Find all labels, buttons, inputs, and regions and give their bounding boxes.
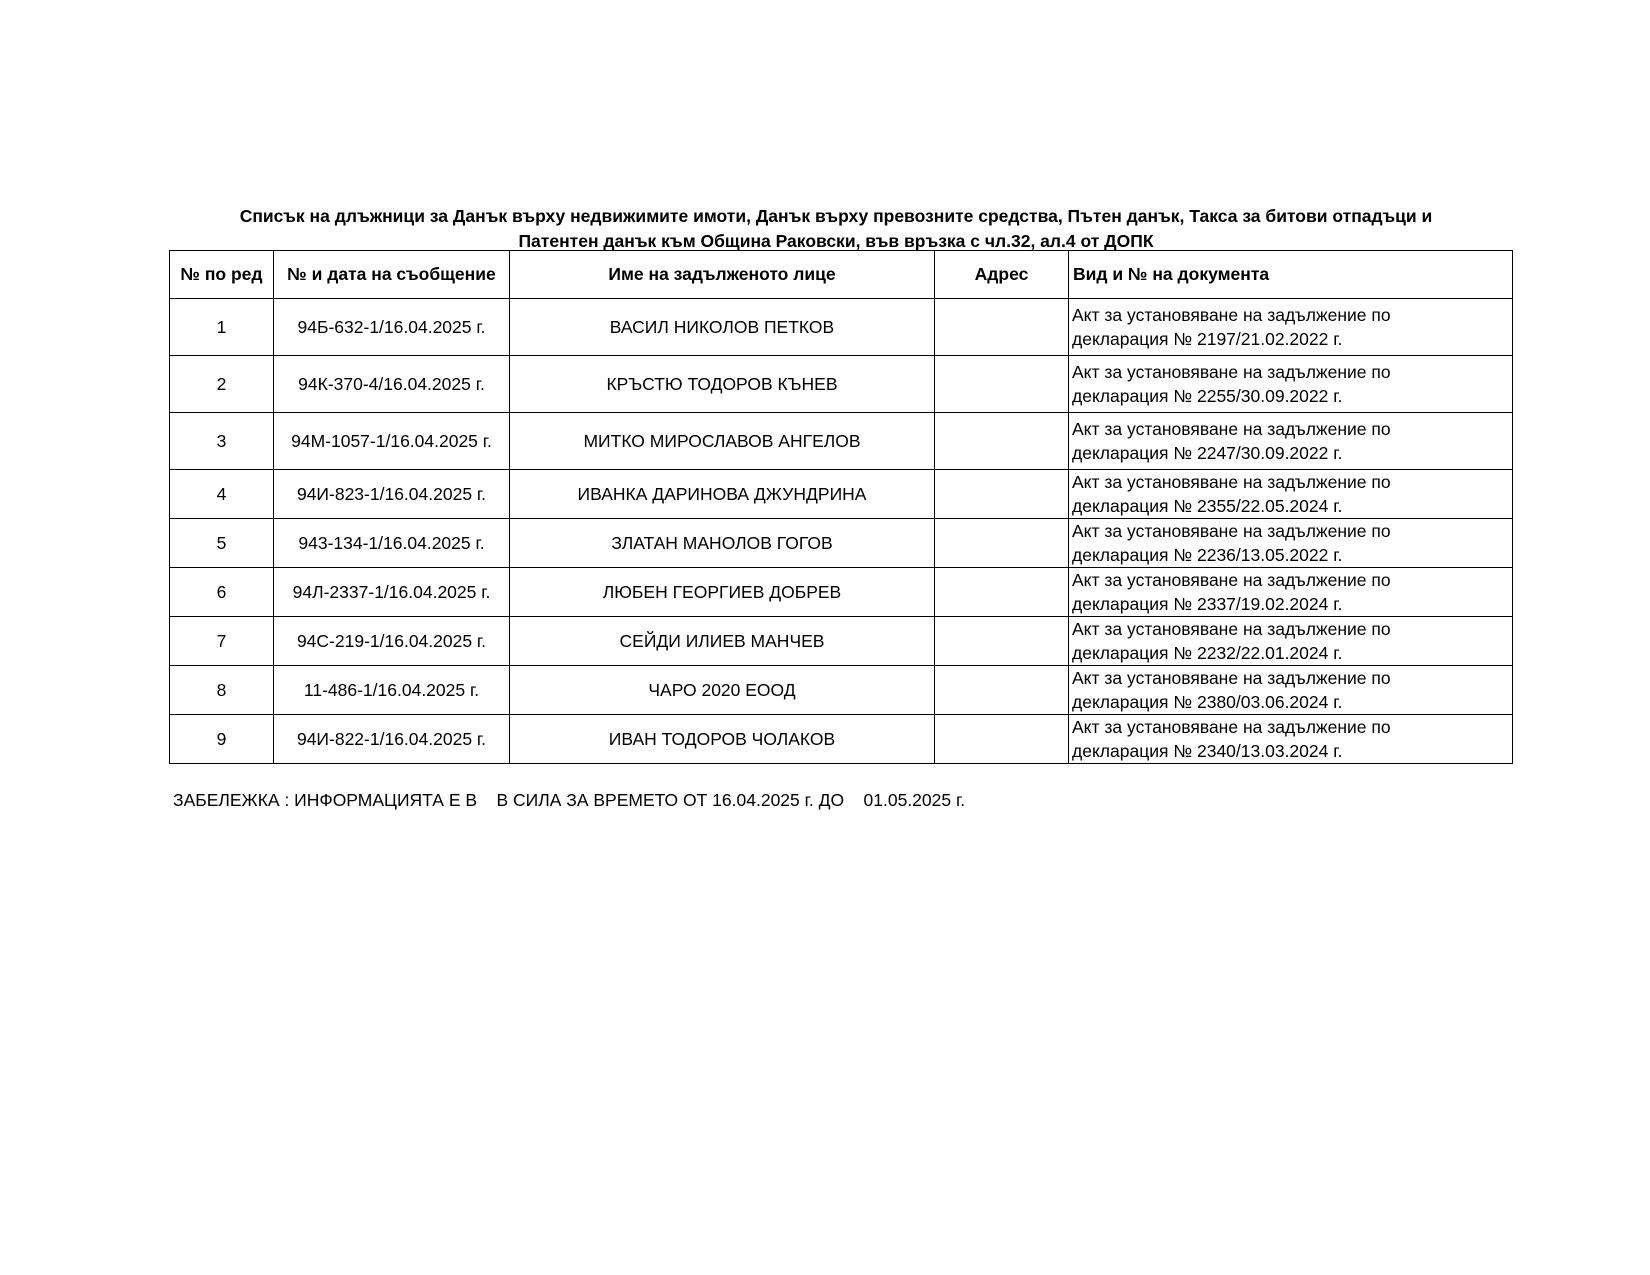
document-cell	[1069, 666, 1513, 715]
debtor-name-cell: КРЪСТЮ ТОДОРОВ КЪНЕВ	[510, 356, 935, 413]
document-line-1: Акт за установяване на задължение по	[1072, 362, 1391, 382]
document-line-2: декларация № 2337/19.02.2024 г.	[1072, 594, 1343, 614]
column-header-document: Вид и № на документа	[1069, 251, 1513, 299]
document-line-1: Акт за установяване на задължение по	[1072, 619, 1391, 639]
document-line-1: Акт за установяване на задължение по	[1072, 419, 1391, 439]
row-number-cell: 9	[170, 715, 274, 764]
document-line-2: декларация № 2255/30.09.2022 г.	[1072, 386, 1343, 406]
table-row	[170, 715, 1513, 764]
address-cell	[935, 617, 1069, 666]
notice-cell: 94Л-2337-1/16.04.2025 г.	[274, 568, 510, 617]
note-part-3: 01.05.2025 г.	[863, 790, 966, 810]
notice-cell: 11-486-1/16.04.2025 г.	[274, 666, 510, 715]
row-number-cell: 1	[170, 299, 274, 356]
document-cell	[1069, 519, 1513, 568]
debtor-name-cell: ИВАН ТОДОРОВ ЧОЛАКОВ	[510, 715, 935, 764]
title-line-1: Списък на длъжници за Данък върху недвижимите имоти, Данък върху превозните средства, Пътен данък, Такса за битови отпадъци и	[239, 206, 1433, 226]
debtor-name-cell: ИВАНКА ДАРИНОВА ДЖУНДРИНА	[510, 470, 935, 519]
table-row	[170, 413, 1513, 470]
table-row	[170, 299, 1513, 356]
table-row	[170, 519, 1513, 568]
address-cell	[935, 356, 1069, 413]
document-line-1: Акт за установяване на задължение по	[1072, 521, 1391, 541]
notice-cell: 94С-219-1/16.04.2025 г.	[274, 617, 510, 666]
document-cell	[1069, 356, 1513, 413]
table-row	[170, 666, 1513, 715]
document-line-2: декларация № 2380/03.06.2024 г.	[1072, 692, 1343, 712]
debtor-name-cell: ЧАРО 2020 ЕООД	[510, 666, 935, 715]
column-header-address: Адрес	[935, 251, 1069, 299]
debtor-name-cell: ВАСИЛ НИКОЛОВ ПЕТКОВ	[510, 299, 935, 356]
row-number-cell: 2	[170, 356, 274, 413]
notice-cell: 94К-370-4/16.04.2025 г.	[274, 356, 510, 413]
validity-note	[173, 790, 965, 811]
document-line-2: декларация № 2247/30.09.2022 г.	[1072, 443, 1343, 463]
document-cell	[1069, 470, 1513, 519]
document-line-2: декларация № 2232/22.01.2024 г.	[1072, 643, 1343, 663]
document-line-1: Акт за установяване на задължение по	[1072, 668, 1391, 688]
document-cell	[1069, 299, 1513, 356]
document-cell	[1069, 617, 1513, 666]
row-number-cell: 8	[170, 666, 274, 715]
row-number-cell: 7	[170, 617, 274, 666]
table-row	[170, 470, 1513, 519]
note-part-2: В СИЛА ЗА ВРЕМЕТО ОТ 16.04.2025 г. ДО	[496, 790, 845, 810]
document-line-1: Акт за установяване на задължение по	[1072, 305, 1391, 325]
table-header-row	[170, 251, 1513, 299]
debtor-name-cell: СЕЙДИ ИЛИЕВ МАНЧЕВ	[510, 617, 935, 666]
row-number-cell: 4	[170, 470, 274, 519]
document-line-2: декларация № 2355/22.05.2024 г.	[1072, 496, 1343, 516]
notice-cell: 94Б-632-1/16.04.2025 г.	[274, 299, 510, 356]
column-header-row-number: № по ред	[170, 251, 274, 299]
debtor-name-cell: ЛЮБЕН ГЕОРГИЕВ ДОБРЕВ	[510, 568, 935, 617]
document-title	[160, 204, 1512, 254]
column-header-notice: № и дата на съобщение	[274, 251, 510, 299]
debtor-name-cell: МИТКО МИРОСЛАВОВ АНГЕЛОВ	[510, 413, 935, 470]
address-cell	[935, 666, 1069, 715]
table-row	[170, 568, 1513, 617]
document-line-1: Акт за установяване на задължение по	[1072, 570, 1391, 590]
notice-cell: 943-134-1/16.04.2025 г.	[274, 519, 510, 568]
table-row	[170, 617, 1513, 666]
document-line-2: декларация № 2340/13.03.2024 г.	[1072, 741, 1343, 761]
address-cell	[935, 568, 1069, 617]
notice-cell: 94И-822-1/16.04.2025 г.	[274, 715, 510, 764]
document-cell	[1069, 715, 1513, 764]
note-part-1: ЗАБЕЛЕЖКА : ИНФОРМАЦИЯТА Е В	[173, 790, 478, 810]
document-line-2: декларация № 2197/21.02.2022 г.	[1072, 329, 1343, 349]
document-cell	[1069, 568, 1513, 617]
address-cell	[935, 715, 1069, 764]
row-number-cell: 5	[170, 519, 274, 568]
notice-cell: 94М-1057-1/16.04.2025 г.	[274, 413, 510, 470]
title-line-2: Патентен данък към Община Раковски, във връзка с чл.32, ал.4 от ДОПК	[518, 231, 1154, 251]
debtor-name-cell: ЗЛАТАН МАНОЛОВ ГОГОВ	[510, 519, 935, 568]
row-number-cell: 3	[170, 413, 274, 470]
address-cell	[935, 519, 1069, 568]
table-row	[170, 356, 1513, 413]
document-line-1: Акт за установяване на задължение по	[1072, 717, 1391, 737]
notice-cell: 94И-823-1/16.04.2025 г.	[274, 470, 510, 519]
address-cell	[935, 299, 1069, 356]
document-cell	[1069, 413, 1513, 470]
address-cell	[935, 470, 1069, 519]
row-number-cell: 6	[170, 568, 274, 617]
column-header-debtor-name: Име на задълженото лице	[510, 251, 935, 299]
address-cell	[935, 413, 1069, 470]
document-line-2: декларация № 2236/13.05.2022 г.	[1072, 545, 1343, 565]
debtors-table	[169, 250, 1513, 764]
document-line-1: Акт за установяване на задължение по	[1072, 472, 1391, 492]
